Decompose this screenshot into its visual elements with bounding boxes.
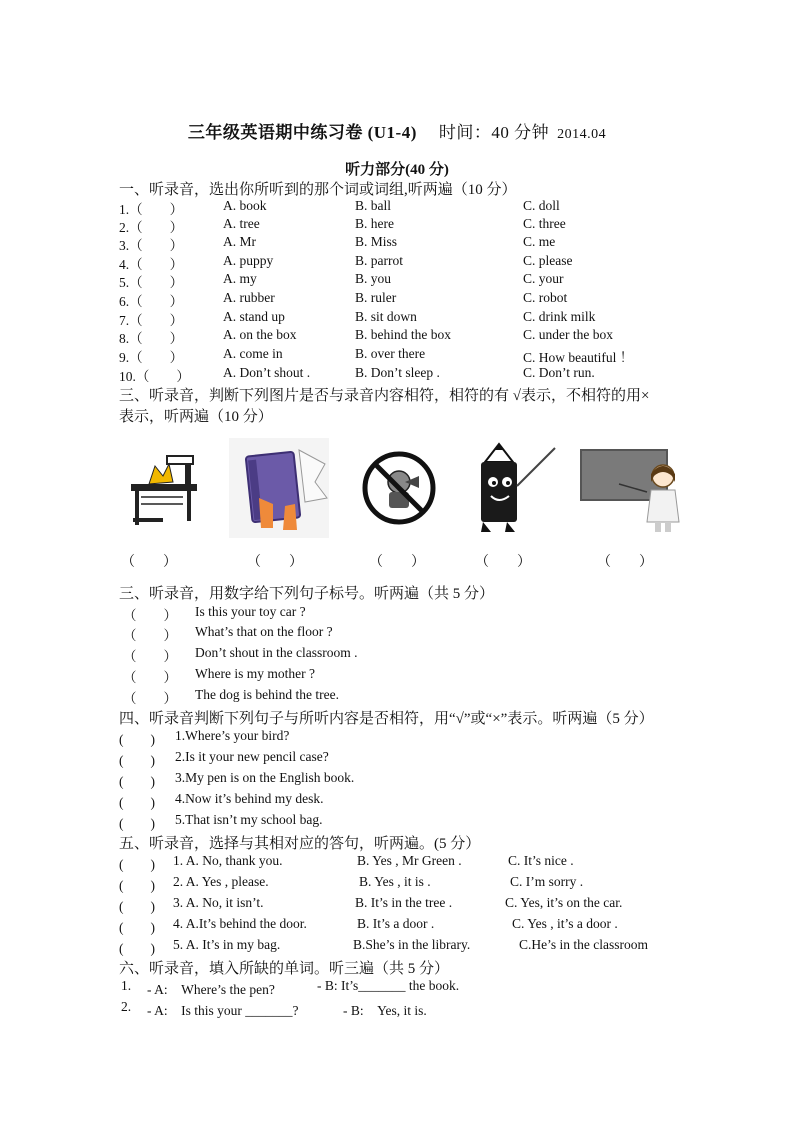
s1-option-a: A. tree (223, 216, 260, 231)
s1-option-b: B. Miss (355, 234, 398, 249)
s6-question: - A: Where’s the pen? (147, 982, 275, 997)
s1-option-a: A. stand up (223, 309, 285, 324)
picture-answer-paren[interactable]: （ ） (121, 555, 177, 570)
picture-answer-paren[interactable]: （ ） (597, 555, 653, 570)
s5-paren[interactable]: ( ) (119, 920, 155, 935)
desk-picture (127, 452, 207, 532)
s1-option-a: A. puppy (223, 253, 274, 268)
s4-paren[interactable]: ( ) (119, 732, 155, 747)
s1-option-a: A. rubber (223, 290, 275, 305)
s5-paren[interactable]: ( ) (119, 878, 155, 893)
s1-option-c: C. please (523, 253, 573, 268)
s3-sentence: Where is my mother ? (195, 666, 315, 681)
s1-option-b: B. ruler (355, 290, 397, 305)
blackboard-girl-picture (579, 446, 689, 534)
s5-option-a: 3. A. No, it isn’t. (173, 895, 264, 910)
s5-paren[interactable]: ( ) (119, 899, 155, 914)
s1-option-a: A. Don’t shout . (223, 365, 311, 380)
s4-sentence: 2.Is it your new pencil case? (175, 749, 329, 764)
s6-answer: - B: Yes, it is. (343, 1003, 427, 1018)
s1-num: 6.（ ） (119, 294, 184, 309)
s4-sentence: 1.Where’s your bird? (175, 728, 290, 743)
s1-num: 8.（ ） (119, 331, 184, 346)
s5-option-a: 4. A.It’s behind the door. (173, 916, 307, 931)
s1-option-a: A. Mr (223, 234, 256, 249)
s3-paren[interactable]: （ ） (123, 649, 177, 664)
section-2-heading-line1: 三、听录音，判断下列图片是否与录音内容相符，相符的有 √表示，不相符的用× (119, 388, 650, 404)
exam-time: 时间：40 分钟 (438, 123, 550, 142)
s6-num: 1. (121, 978, 132, 993)
s6-num: 2. (121, 999, 132, 1014)
s4-paren[interactable]: ( ) (119, 753, 155, 768)
s1-option-b: B. sit down (355, 309, 417, 324)
s1-option-b: B. ball (355, 198, 391, 213)
s3-sentence: Is this your toy car ? (195, 604, 306, 619)
s5-option-b: B. It’s a door . (357, 916, 435, 931)
s5-option-b: B. Yes , Mr Green . (357, 853, 462, 868)
s1-option-b: B. over there (355, 346, 426, 361)
s1-option-c: C. your (523, 271, 564, 286)
pencil-character-picture (471, 442, 561, 534)
section-1-heading: 一、听录音，选出你所听到的那个词或词组,听两遍（10 分） (119, 182, 517, 198)
no-shouting-sign (359, 448, 439, 528)
s1-option-a: A. on the box (223, 327, 297, 342)
s3-sentence: Don’t shout in the classroom . (195, 645, 358, 660)
s4-sentence: 3.My pen is on the English book. (175, 770, 355, 785)
section-4-heading: 四、听录音判断下列句子与所听内容是否相符，用“√”或“×”表示。听两遍（5 分） (119, 711, 654, 727)
s5-option-c: C.He’s in the classroom (519, 937, 648, 952)
picture-answer-paren[interactable]: （ ） (369, 555, 425, 570)
picture-row (119, 438, 689, 538)
section-3-heading: 三、听录音，用数字给下列句子标号。听两遍（共 5 分） (119, 586, 495, 602)
s3-sentence: What’s that on the floor ? (195, 624, 333, 639)
s1-num: 7.（ ） (119, 313, 184, 328)
exam-title (0, 118, 794, 143)
listening-subtitle: 听力部分(40 分) (345, 162, 449, 178)
s5-option-b: B. It’s in the tree . (355, 895, 453, 910)
s4-paren[interactable]: ( ) (119, 795, 155, 810)
s1-option-b: B. behind the box (355, 327, 451, 342)
s5-option-b: B. Yes , it is . (359, 874, 431, 889)
s3-paren[interactable]: （ ） (123, 628, 177, 643)
s1-num: 3.（ ） (119, 238, 184, 253)
s1-option-b: B. Don’t sleep . (355, 365, 440, 380)
s4-paren[interactable]: ( ) (119, 774, 155, 789)
s1-option-b: B. here (355, 216, 394, 231)
s5-paren[interactable]: ( ) (119, 857, 155, 872)
s3-paren[interactable]: （ ） (123, 608, 177, 623)
s1-option-c: C. three (523, 216, 566, 231)
title-text: 三年级英语期中练习卷 (U1-4) (187, 123, 417, 142)
s6-answer[interactable]: - B: It’s_______ the book. (317, 978, 460, 993)
s4-sentence: 4.Now it’s behind my desk. (175, 791, 324, 806)
section-5-heading: 五、听录音，选择与其相对应的答句，听两遍。(5 分） (119, 836, 481, 852)
s5-option-a: 1. A. No, thank you. (173, 853, 283, 868)
s1-option-c: C. under the box (523, 327, 613, 342)
s5-option-c: C. I’m sorry . (510, 874, 584, 889)
exam-date: 2014.04 (557, 127, 607, 142)
s1-num: 10.（ ） (119, 369, 190, 384)
s1-option-c: C. doll (523, 198, 560, 213)
section-2-heading-line2: 表示，听两遍（10 分） (119, 409, 273, 425)
s6-question[interactable]: - A: Is this your _______? (147, 1003, 299, 1018)
s5-option-c: C. It’s nice . (508, 853, 574, 868)
s5-paren[interactable]: ( ) (119, 941, 155, 956)
s1-option-b: B. you (355, 271, 392, 286)
s1-option-c: C. me (523, 234, 556, 249)
s1-num: 5.（ ） (119, 275, 184, 290)
picture-answer-paren[interactable]: （ ） (475, 555, 531, 570)
s5-option-a: 2. A. Yes , please. (173, 874, 269, 889)
s1-option-c: C. Don’t run. (523, 365, 595, 380)
s1-num: 1.（ ） (119, 202, 184, 217)
s5-option-c: C. Yes, it’s on the car. (505, 895, 623, 910)
s3-paren[interactable]: （ ） (123, 670, 177, 685)
s4-sentence: 5.That isn’t my school bag. (175, 812, 323, 827)
s5-option-a: 5. A. It’s in my bag. (173, 937, 281, 952)
s4-paren[interactable]: ( ) (119, 816, 155, 831)
s1-option-c: C. drink milk (523, 309, 596, 324)
section-6-heading: 六、听录音，填入所缺的单词。听三遍（共 5 分） (119, 961, 450, 977)
picture-answer-row (119, 551, 689, 569)
s1-num: 2.（ ） (119, 220, 184, 235)
s3-paren[interactable]: （ ） (123, 691, 177, 706)
s1-option-c: C. robot (523, 290, 568, 305)
s3-sentence: The dog is behind the tree. (195, 687, 339, 702)
s1-option-b: B. parrot (355, 253, 403, 268)
book-picture (229, 438, 329, 538)
s1-option-c: C. How beautiful ！ (523, 350, 634, 365)
s1-option-a: A. come in (223, 346, 283, 361)
s1-num: 9.（ ） (119, 350, 184, 365)
s1-option-a: A. my (223, 271, 257, 286)
s1-option-a: A. book (223, 198, 267, 213)
s5-option-c: C. Yes , it’s a door . (512, 916, 618, 931)
s1-num: 4.（ ） (119, 257, 184, 272)
picture-answer-paren[interactable]: （ ） (247, 555, 303, 570)
s5-option-b: B.She’s in the library. (353, 937, 471, 952)
